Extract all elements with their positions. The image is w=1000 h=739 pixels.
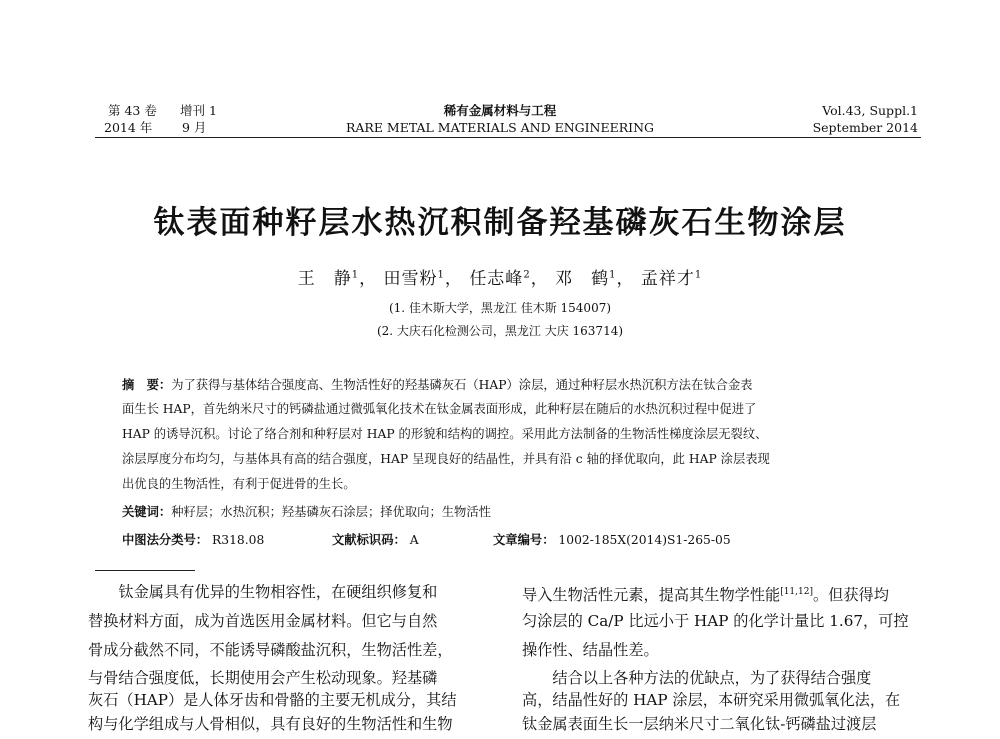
date-en: September 2014 <box>812 120 918 135</box>
abstract-line: HAP 的诱导沉积。讨论了络合剂和种籽层对 HAP 的形貌和结构的调控。采用此方法制备的生物活性梯度涂层无裂纹、 <box>122 427 768 441</box>
abstract-line: 涂层厚度分布均匀，与基体具有高的结合强度，HAP 呈现良好的结晶性，并具有沿 c 轴的择优取向，此 HAP 涂层表现 <box>122 452 770 466</box>
paper-title: 钛表面种籽层水热沉积制备羟基磷灰石生物涂层 <box>153 205 847 241</box>
abstract-label: 摘 要： <box>122 378 172 392</box>
abstract-line: 面生长 HAP，首先纳米尺寸的钙磷盐通过微弧氧化技术在钛金属表面形成，此种籽层在随后的水热沉积过程中促进了 <box>122 402 757 416</box>
author-affiliation-mark: 1 <box>694 269 703 281</box>
author-list: 王 静$^1$， 田雪粉$^1$， 任志峰$^2$， 邓 鹤$^1$， 孟祥才$^1$ <box>297 269 703 289</box>
volume-label: 第 43 卷 <box>108 103 157 118</box>
author-name: 田雪粉 <box>383 269 438 289</box>
body-left-line: 替换材料方面，成为首选医用金属材料。但它与自然 <box>88 612 438 630</box>
body-right-line: 结合以上各种方法的优缺点，为了获得结合强度 <box>522 669 872 687</box>
header-rule <box>95 137 921 138</box>
keywords-text: 种籽层；水热沉积；羟基磷灰石涂层；择优取向；生物活性 <box>171 505 491 519</box>
author-affiliation-mark: 1 <box>609 269 617 281</box>
year-label: 2014 年 <box>104 120 153 135</box>
abstract-line <box>122 375 752 395</box>
author-name: 王 静 <box>297 269 352 289</box>
clc-label: 中图法分类号： <box>122 533 209 547</box>
body-right-text: 导入生物活性元素，提高其生物学性能 <box>522 586 781 605</box>
body-right-text: 。但获得均 <box>812 586 889 605</box>
author-affiliation-mark: 2 <box>523 269 531 281</box>
doc-code-value: A <box>409 533 419 547</box>
abstract-line: 出优良的生物活性，有利于促进骨的生长。 <box>122 477 356 491</box>
keywords-label: 关键词： <box>122 505 172 519</box>
article-number-line <box>493 530 731 550</box>
body-right-line: 匀涂层的 Ca/P 比远小于 HAP 的化学计量比 1.67，可控 <box>522 612 909 630</box>
volume-en: Vol.43, Suppl.1 <box>822 103 918 118</box>
body-right-line <box>522 578 889 610</box>
body-left-line: 钛金属具有优异的生物相容性，在硬组织修复和 <box>88 583 438 601</box>
month-label: 9 月 <box>182 120 207 135</box>
doc-code-line <box>332 530 419 550</box>
body-rule <box>95 570 195 571</box>
article-number-value: 1002-185X(2014)S1-265-05 <box>558 533 731 547</box>
author-name: 孟祥才 <box>640 269 695 289</box>
doc-code-label: 文献标识码： <box>332 533 406 547</box>
body-left-line: 骨成分截然不同，不能诱导磷酸盐沉积，生物活性差， <box>88 641 453 659</box>
author-name: 邓 鹤 <box>555 269 610 289</box>
author-name: 任志峰 <box>469 269 524 289</box>
supplement-label: 增刊 1 <box>180 103 217 118</box>
author-affiliation-mark: 1 <box>437 269 445 281</box>
clc-line <box>122 530 264 550</box>
clc-value: R318.08 <box>212 533 265 547</box>
affiliation-2: (2. 大庆石化检测公司，黑龙江 大庆 163714) <box>376 324 624 338</box>
abstract-text: 为了获得与基体结合强度高、生物活性好的羟基磷灰石（HAP）涂层，通过种籽层水热沉积方法在钛合金表 <box>171 378 753 392</box>
body-left-line: 与骨结合强度低，长期使用会产生松动现象。羟基磷 <box>88 669 438 687</box>
keywords-line <box>122 502 491 522</box>
body-right-line: 高，结晶性好的 HAP 涂层，本研究采用微弧氧化法，在 <box>522 691 901 709</box>
affiliation-1: (1. 佳木斯大学，黑龙江 佳木斯 154007) <box>388 301 612 315</box>
body-right-line: 操作性、结晶性差。 <box>522 641 659 659</box>
body-right-line: 钛金属表面生长一层纳米尺寸二氧化钛-钙磷盐过渡层 <box>522 715 877 733</box>
citation-ref: [11,12] <box>780 587 813 597</box>
journal-title-en: RARE METAL MATERIALS AND ENGINEERING <box>345 120 655 135</box>
body-left-line: 构与化学组成与人骨相似，具有良好的生物活性和生物 <box>88 715 453 733</box>
body-left-line: 灰石（HAP）是人体牙齿和骨骼的主要无机成分，其结 <box>88 691 457 709</box>
author-affiliation-mark: 1 <box>351 269 360 281</box>
journal-title-cn: 稀有金属材料与工程 <box>443 103 557 118</box>
article-number-label: 文章编号： <box>493 533 555 547</box>
